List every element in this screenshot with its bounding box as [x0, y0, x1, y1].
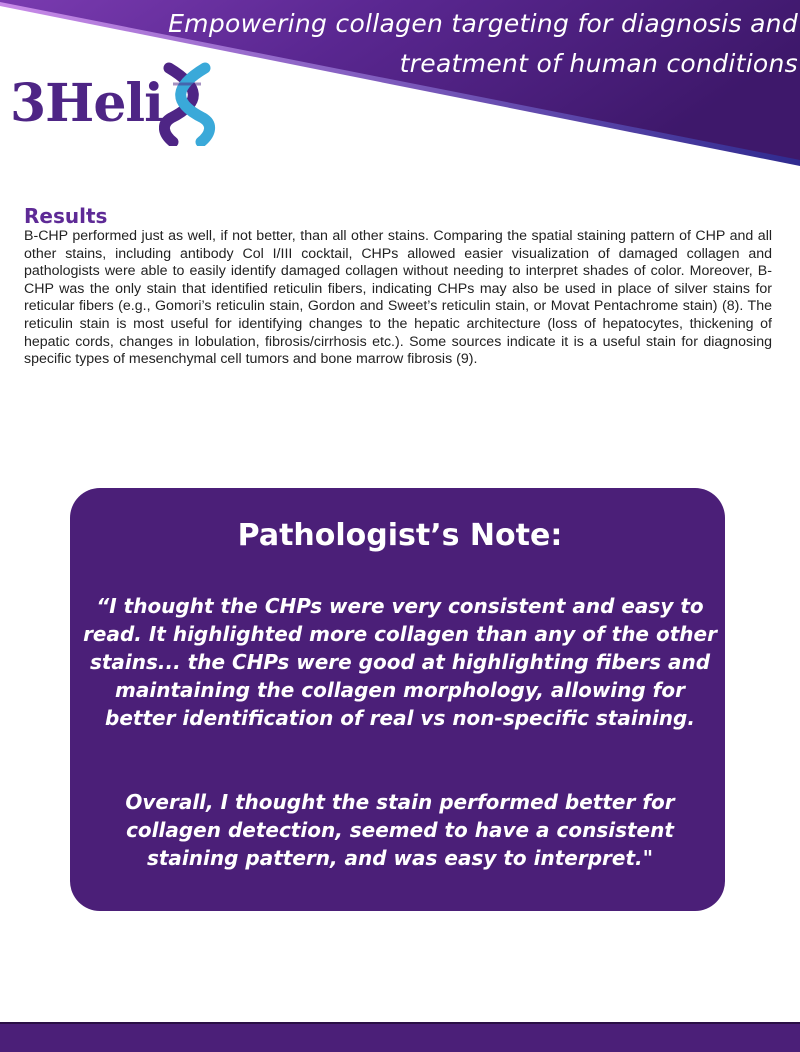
footer-bar [0, 1022, 800, 1052]
logo-wordmark: 3Heli [10, 73, 163, 134]
results-section [24, 204, 772, 369]
pathologist-quote-2: Overall, I thought the stain performed better for collagen detection, seemed to have a consistent staining pattern, and was easy to interpret." [125, 790, 675, 870]
company-logo [10, 62, 217, 146]
pathologist-quote-1: “I thought the CHPs were very consistent and easy to read. It highlighted more collagen than any of the other stains... the CHPs were good at highlighting fibers and maintaining the collagen morphology, allowing for better identification of real vs non-specific staining. [83, 594, 717, 730]
results-heading: Results [24, 204, 108, 228]
helix-icon [159, 62, 217, 146]
pathologist-note-title: Pathologist’s Note: [237, 518, 563, 553]
header-tagline: Empowering collagen targeting for diagnosis and treatment of human conditions [168, 9, 798, 78]
results-paragraph: B-CHP performed just as well, if not better, than all other stains. Comparing the spatial staining pattern of CHP and all other stains, including antibody Col I/III cocktail, CHPs allowed easier visualization of damaged collagen and pathologists were able to easily identify damaged collagen without needing to interpret shades of color. Moreover, B-CHP was the only stain that identified reticulin fibers, indicating CHPs may also be used in place of silver stains for reticular fibers (e.g., Gomori’s reticulin stain, Gordon and Sweet’s reticulin stain, or Movat Pentachrome stain) (8). The reticulin stain is most useful for identifying changes to the hepatic architecture (loss of hepatocytes, thickening of hepatic cords, changes in lobulation, fibrosis/cirrhosis etc.). Some sources indicate it is a useful stain for diagnosing specific types of mesenchymal cell tumors and bone marrow fibrosis (9). [24, 228, 772, 368]
